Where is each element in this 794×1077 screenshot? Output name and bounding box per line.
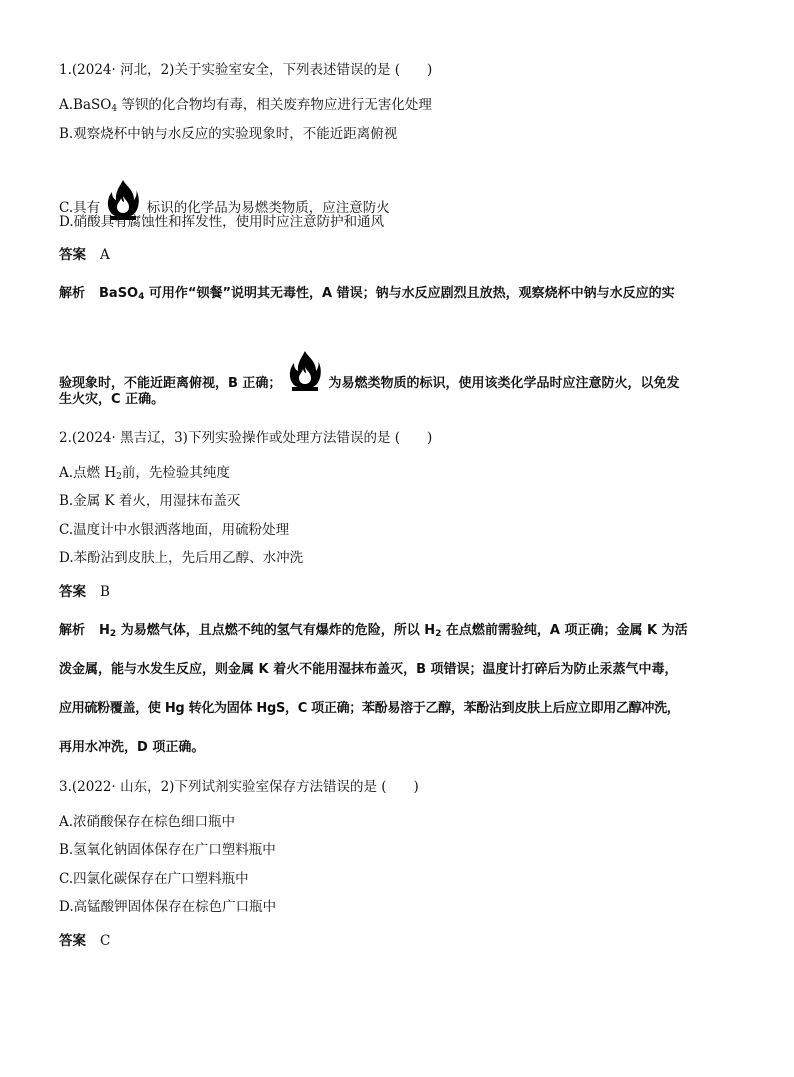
flammable-hazard-icon <box>288 349 322 400</box>
q3-answer: 答案 C <box>59 933 111 949</box>
q3-option-a: A.浓硝酸保存在棕色细口瓶中 <box>59 814 236 830</box>
q1-option-b: B.观察烧杯中钠与水反应的实验现象时，不能近距离俯视 <box>59 126 398 142</box>
q2-answer: 答案 B <box>59 584 110 600</box>
q2-analysis-line-3: 应用硫粉覆盖，使 Hg 转化为固体 HgS，C 项正确；苯酚易溶于乙醇，苯酚沾到皮肤上后应立即用乙醇冲洗， <box>59 701 680 716</box>
q2-option-c: C.温度计中水银洒落地面，用硫粉处理 <box>59 522 290 538</box>
q2-option-d: D.苯酚沾到皮肤上，先后用乙醇、水冲洗 <box>59 550 304 566</box>
q1-answer: 答案 A <box>59 247 110 263</box>
q3-option-b: B.氢氧化钠固体保存在广口塑料瓶中 <box>59 842 276 858</box>
q2-analysis-line-1: 解析 $H_2$ 为易燃气体，且点燃不纯的氢气有爆炸的危险，所以 $H_2$ 在点燃前需验纯，A 项正确；金属 K 为活 <box>59 623 688 639</box>
q2-option-a: A.点燃 $H_2$前，先检验其纯度 <box>59 465 230 482</box>
q2-stem: 2.(2024· 黑吉辽，3)下列实验操作或处理方法错误的是 ( ) <box>59 430 433 446</box>
q1-option-a: A.BaSO$_4$ 等钡的化合物均有毒，相关废弃物应进行无害化处理 <box>59 97 432 114</box>
q2-analysis-line-2: 泼金属，能与水发生反应，则金属 K 着火不能用湿抹布盖灭，B 项错误；温度计打碎后为防止汞蒸气中毒， <box>59 662 678 677</box>
q3-option-c: C.四氯化碳保存在广口塑料瓶中 <box>59 871 249 887</box>
q2-analysis-line-4: 再用水冲洗，D 项正确。 <box>59 740 205 755</box>
q1-option-c: C.具有 标识的化学品为易燃类物质，应注意防火 <box>59 178 390 228</box>
q3-option-d: D.高锰酸钾固体保存在棕色广口瓶中 <box>59 899 277 915</box>
q1-analysis-line-2: 验现象时，不能近距离俯视，B 正确； 为易燃类物质的标识，使用该类化学品时应注意防火，以免发 <box>59 349 680 400</box>
q1-analysis-line-3: 生火灾，C 正确。 <box>59 392 165 407</box>
q1-analysis-line-1: 解析 BaSO$_4$ 可用作“钡餐”说明其无毒性，A 错误；钠与水反应剧烈且放热，观察烧杯中钠与水反应的实 <box>59 286 675 302</box>
q1-option-d: D.硝酸具有腐蚀性和挥发性，使用时应注意防护和通风 <box>59 214 385 230</box>
q2-option-b: B.金属 K 着火，用湿抹布盖灭 <box>59 493 241 509</box>
q1-stem: 1.(2024· 河北，2)关于实验室安全，下列表述错误的是 ( ) <box>59 62 433 78</box>
q3-stem: 3.(2022· 山东，2)下列试剂实验室保存方法错误的是 ( ) <box>59 779 419 795</box>
